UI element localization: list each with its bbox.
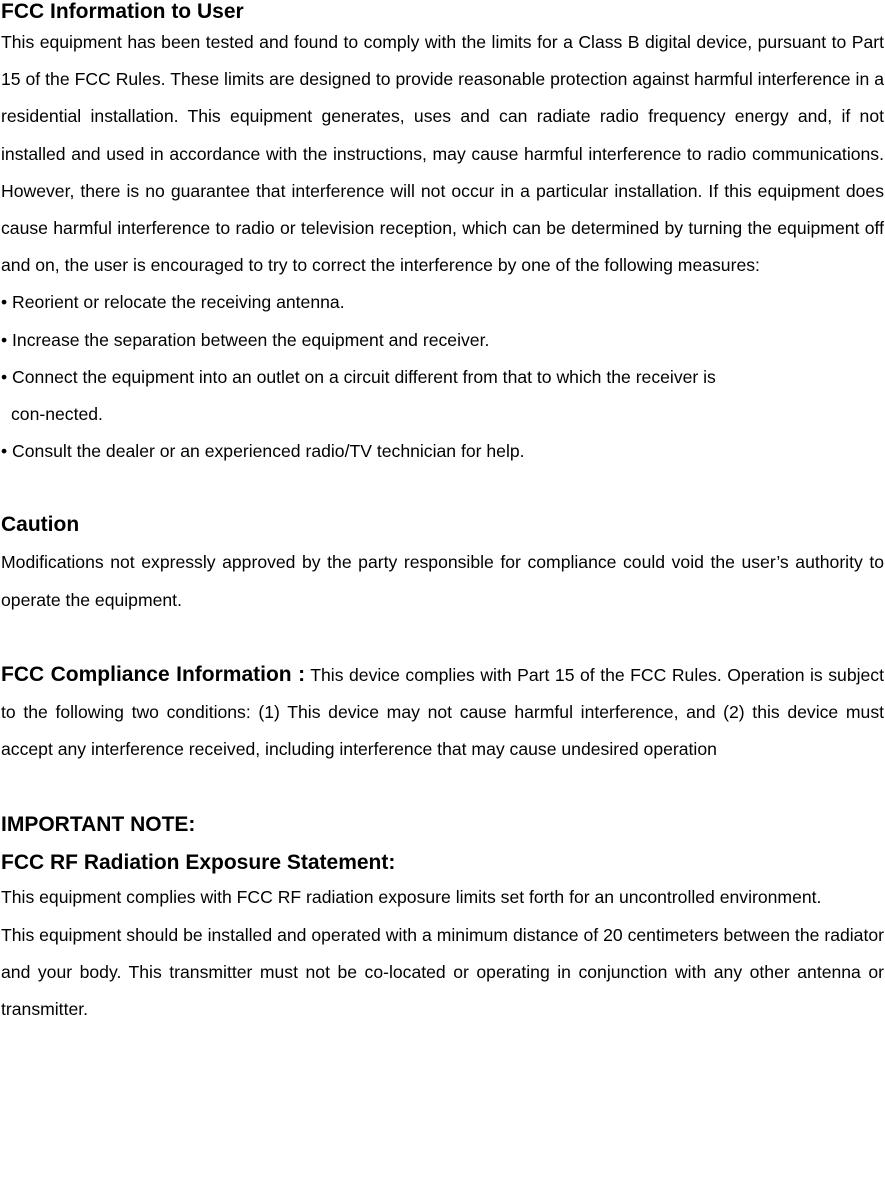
spacer xyxy=(1,470,884,507)
fcc-info-body: This equipment has been tested and found to comply with the limits for a Class B digital device, pursuant to Part 15 of the FCC Rules. These limits are designed to provide reasonable protection against harmful interference in a residential installation. This equipment generates, uses and can radiate radio frequency energy and, if not installed and used in accordance with the instructions, may cause harmful interference to radio communications. However, there is no guarantee that interference will not occur in a particular installation. If this equipment does cause harmful interference to radio or television reception, which can be determined by turning the equipment off and on, the user is encouraged to try to correct the interference by one of the following measures: xyxy=(1,32,884,276)
measure-item xyxy=(1,359,884,433)
important-note-title: IMPORTANT NOTE: xyxy=(1,813,196,837)
document-page xyxy=(1,0,884,1028)
measure-item: • Consult the dealer or an experienced radio/TV technician for help. xyxy=(1,441,525,462)
spacer xyxy=(1,768,884,805)
measure-item-text: • Connect the equipment into an outlet on a circuit different from that to which the receiver is xyxy=(1,366,716,387)
caution-body: Modifications not expressly approved by the party responsible for compliance could void the user’s authority to operate the equipment. xyxy=(1,552,884,610)
rf-exposure-body-2: This equipment should be installed and operated with a minimum distance of 20 centimeters between the radiator and your body. This transmitter must not be co-located or operating in conjunction with any other antenna or transmitter. xyxy=(1,924,884,1020)
measure-item: • Reorient or relocate the receiving antenna. xyxy=(1,292,345,313)
compliance-body: This device complies with Part 15 of the FCC Rules. Operation is subject to the following two conditions: (1) This device may not cause harmful interference, and (2) this device must accept any interference received, including interference that may cause undesired operation xyxy=(1,664,884,760)
measure-item-continuation: con-nected. xyxy=(11,404,103,425)
compliance-title: FCC Compliance Information : xyxy=(1,662,306,686)
rf-exposure-title: FCC RF Radiation Exposure Statement: xyxy=(1,851,396,875)
caution-title: Caution xyxy=(1,513,80,537)
measures-list xyxy=(1,284,884,470)
measure-item: • Increase the separation between the equipment and receiver. xyxy=(1,329,490,350)
fcc-info-title: FCC Information to User xyxy=(1,0,244,23)
compliance-paragraph xyxy=(1,656,884,769)
spacer xyxy=(1,619,884,656)
rf-exposure-body-1: This equipment complies with FCC RF radiation exposure limits set forth for an uncontrolled environment. xyxy=(1,887,822,908)
